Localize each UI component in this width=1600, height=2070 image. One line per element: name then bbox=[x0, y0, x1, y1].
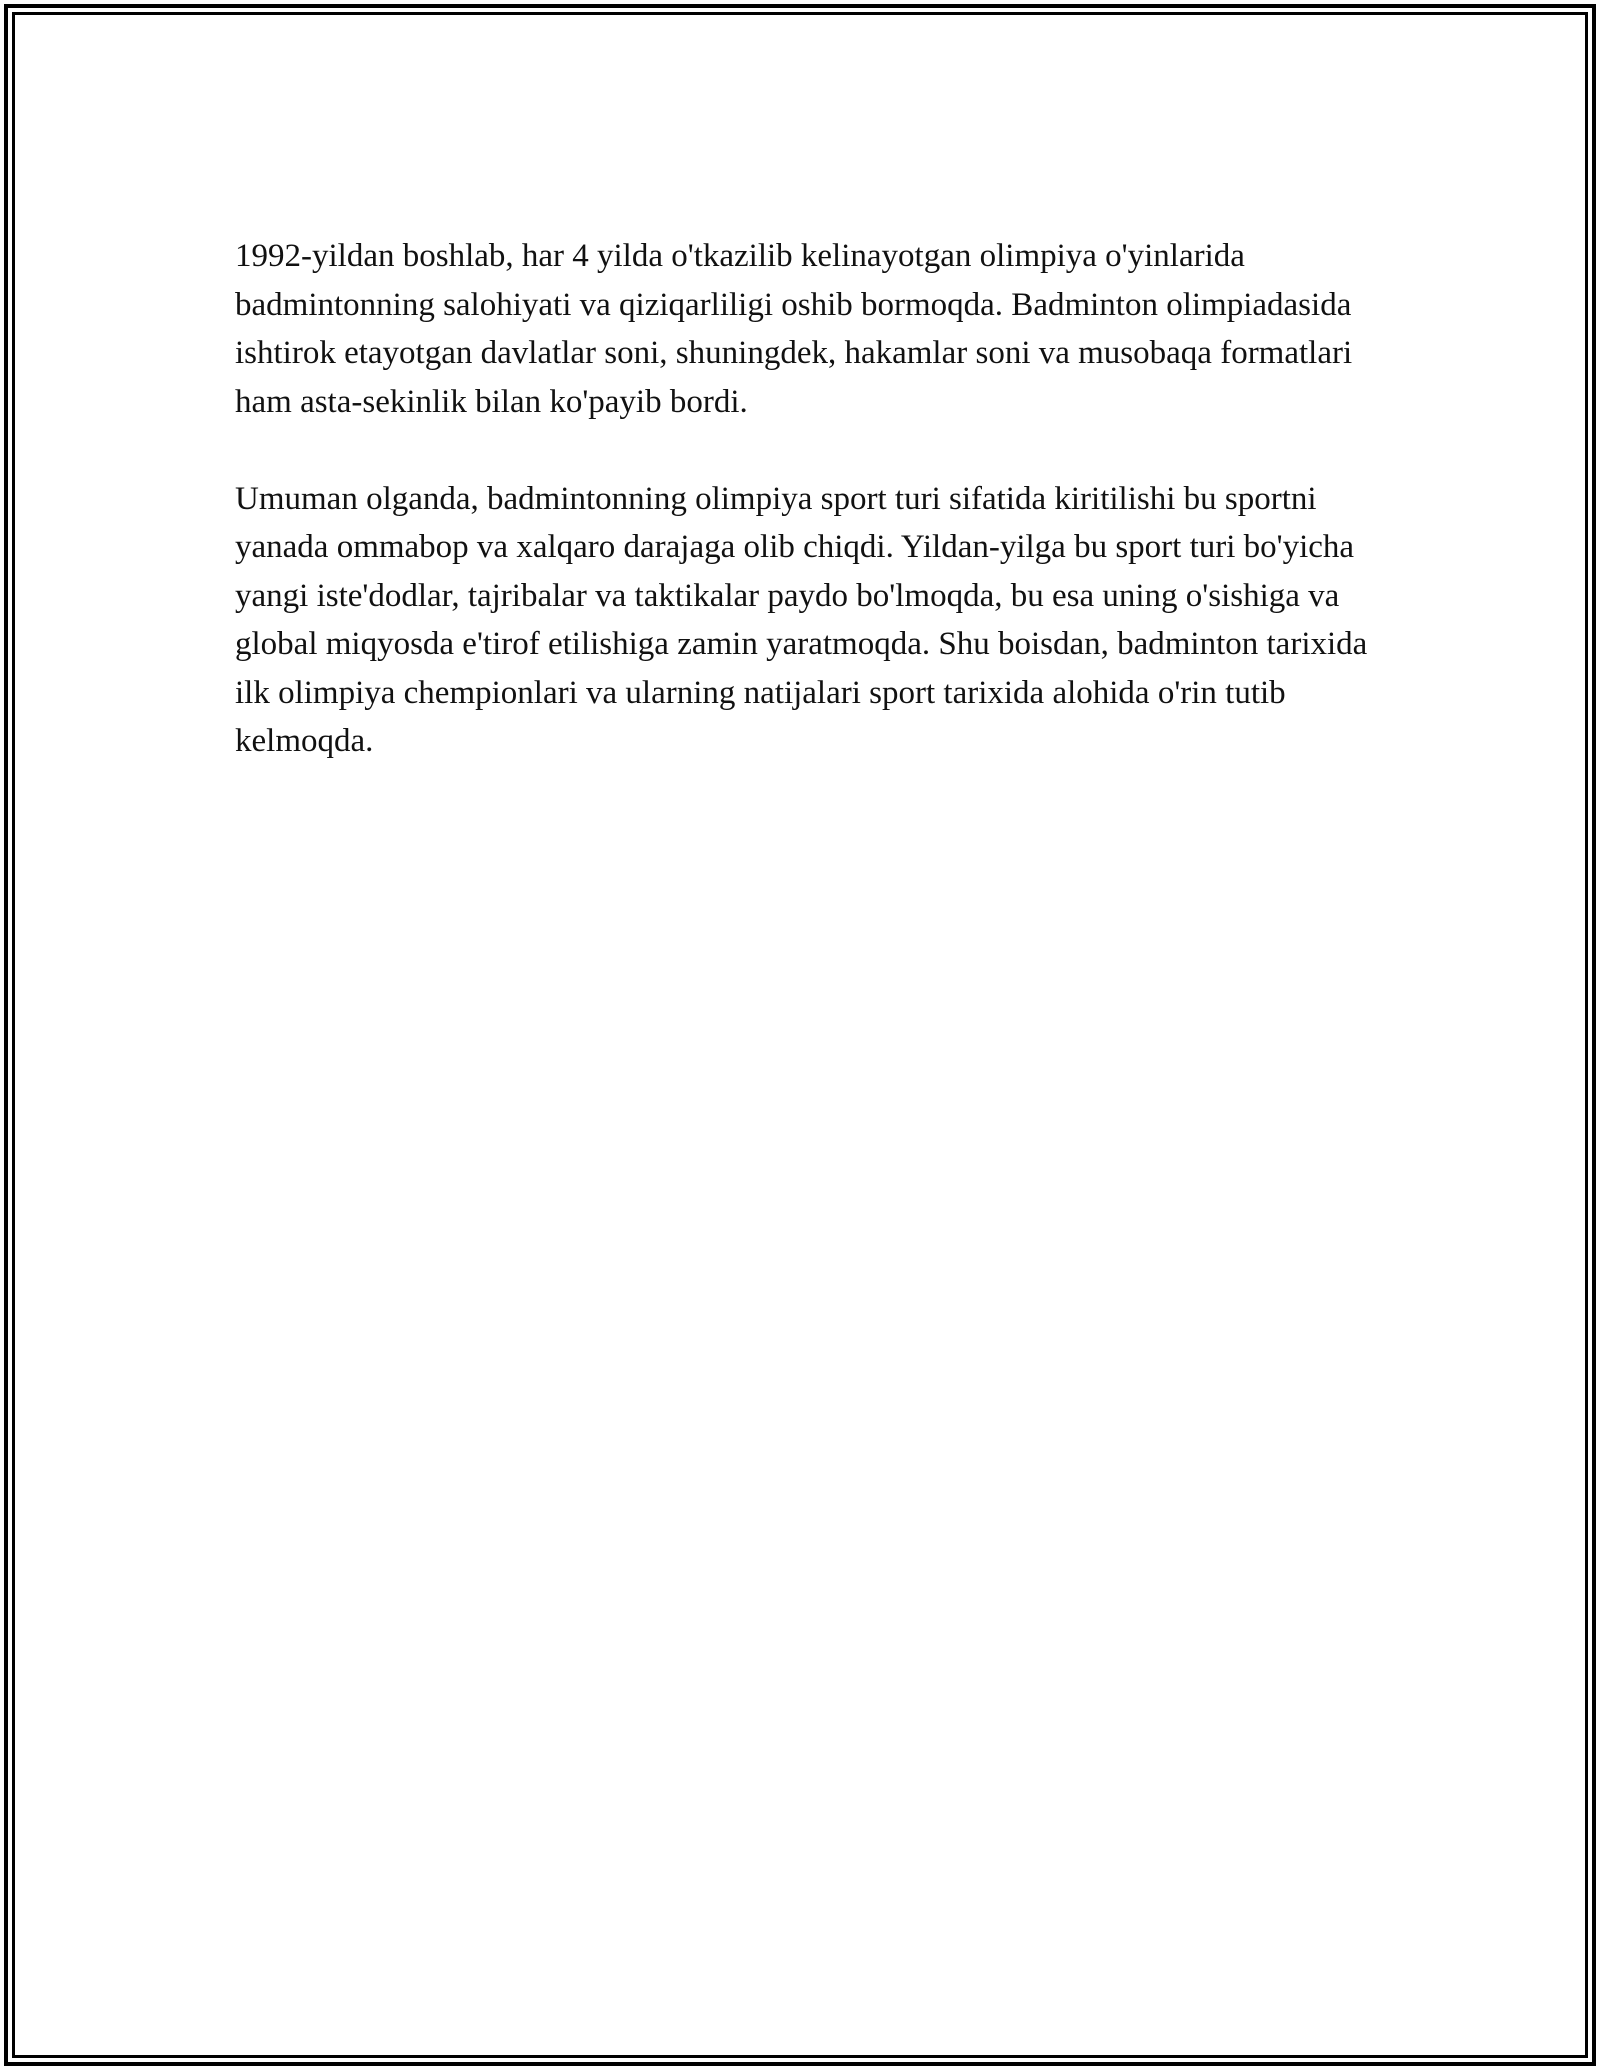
document-body bbox=[235, 232, 1375, 766]
paragraph-1: 1992-yildan boshlab, har 4 yilda o'tkazilib kelinayotgan olimpiya o'yinlarida badmintonning salohiyati va qiziqarliligi oshib bormoqda. Badminton olimpiadasida ishtirok etayotgan davlatlar soni, shuningdek, hakamlar soni va musobaqa formatlari ham asta-sekinlik bilan ko'payib bordi. bbox=[235, 238, 1353, 420]
paragraph-2: Umuman olganda, badmintonning olimpiya sport turi sifatida kiritilishi bu sportni yanada ommabop va xalqaro darajaga olib chiqdi. Yildan-yilga bu sport turi bo'yicha yangi iste'dodlar, tajribalar va taktikalar paydo bo'lmoqda, bu esa uning o'sishiga va global miqyosda e'tirof etilishiga zamin yaratmoqda. Shu boisdan, badminton tarixida ilk olimpiya chempionlari va ularning natijalari sport tarixida alohida o'rin tutib kelmoqda. bbox=[235, 480, 1368, 759]
